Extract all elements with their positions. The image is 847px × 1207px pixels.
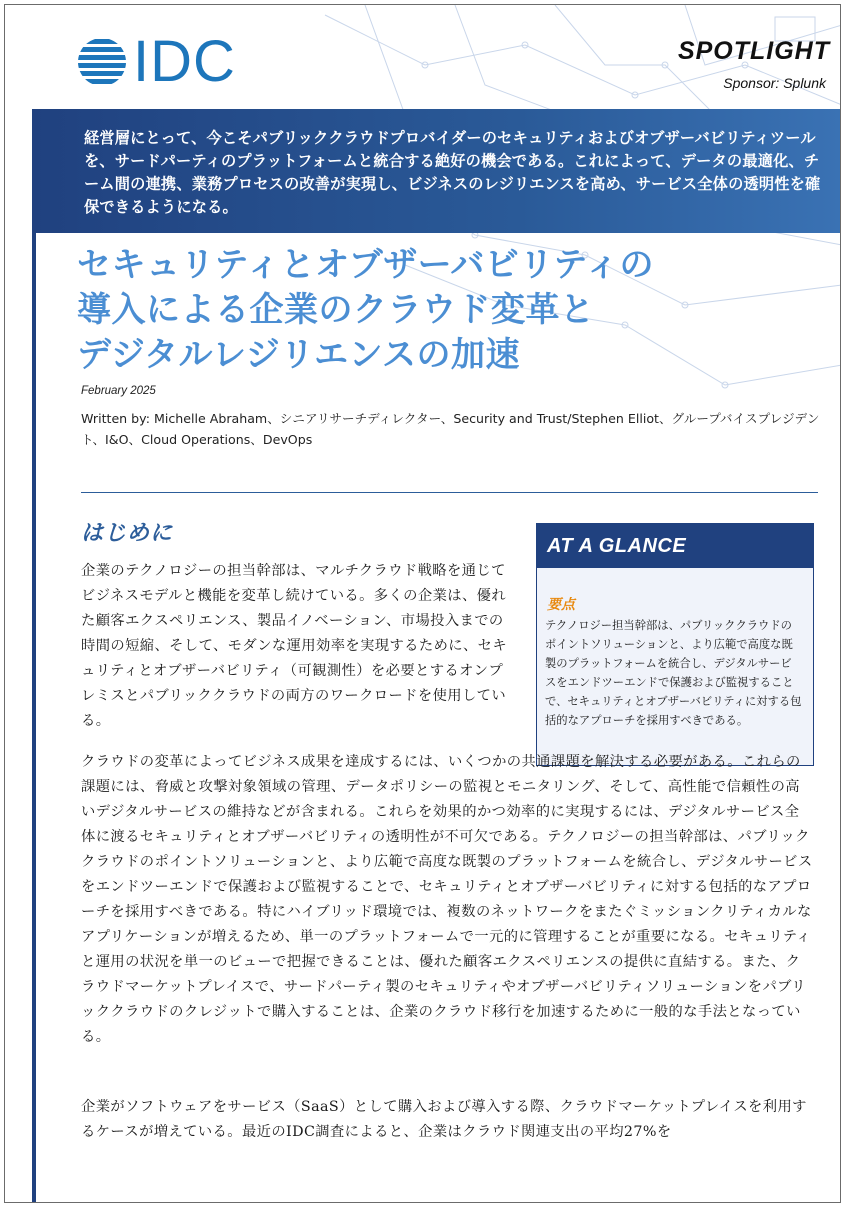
at-a-glance-box [536,523,814,766]
title-line-3: デジタルレジリエンスの加速 [77,335,521,375]
spotlight-badge: SPOTLIGHT [677,37,830,65]
summary-banner [32,109,841,233]
document-page [4,4,841,1203]
intro-paragraph-2: クラウドの変革によってビジネス成果を達成するには、いくつかの共通課題を解決する必要がある。これらの課題には、脅威と攻撃対象領域の管理、データポリシーの監視とモニタリング、そして、高性能で信頼性の高いデジタルサービスの維持などが含まれる。これらを効果的かつ効率的に実現するには、デジタルサービス全体に渡るセキュリティとオブザーバビリティの透明性が不可欠である。テクノロジーの担当幹部は、パブリッククラウドのポイントソリューションと、より広範で高度な既製のプラットフォームを統合し、デジタルサービスをエンドツーエンドで保護および監視することで、セキュリティとオブザーバビリティに対する包括的なアプローチを採用すべきである。特にハイブリッド環境では、複数のネットワークをまたぐミッションクリティカルなアプリケーションが増えるため、単一のプラットフォームで一元的に管理することが重要になる。セキュリティと運用の状況を単一のビューで把握できることは、優れた顧客エクスペリエンスの提供に直結する。また、クラウドマーケットプレイスで、サードパーティ製のセキュリティやオブザーバビリティソリューションをパブリッククラウドのクレジットで購入することは、企業のクラウド移行を加速するために一般的な手法となっている。 [81,754,813,1045]
idc-globe-icon [77,37,127,87]
section-divider [81,492,818,493]
left-accent-bar [32,233,36,1203]
document-title [77,243,777,378]
title-line-1: セキュリティとオブザーバビリティの [77,245,654,285]
sponsor-label: Sponsor: Splunk [723,75,826,91]
publication-date: February 2025 [81,385,156,397]
idc-logo [77,29,236,94]
at-a-glance-heading: AT A GLANCE [537,524,813,568]
intro-paragraph-3: 企業がソフトウェアをサービス（SaaS）として購入および導入する際、クラウドマーケットプレイスを利用するケースが増えている。最近のIDC調査によると、企業はクラウド関連支出の平均27%を [81,1099,807,1140]
authors-line: Written by: Michelle Abraham、シニアリサーチディレクター、Security and Trust/Stephen Elliot、グループバイスプレジデント、I&O、Cloud Operations、DevOps [81,411,820,447]
idc-logo-text: IDC [133,29,236,94]
intro-heading: はじめに [81,521,174,546]
intro-paragraph-1: 企業のテクノロジーの担当幹部は、マルチクラウド戦略を通じてビジネスモデルと機能を変革し続けている。多くの企業は、優れた顧客エクスペリエンス、製品イノベーション、市場投入までの時間の短縮、そして、モダンな運用効率を実現するために、セキュリティとオブザーバビリティ（可観測性）を必要とするオンプレミスとパブリッククラウドの両方のワークロードを使用している。 [81,563,508,729]
key-points-text: テクノロジー担当幹部は、パブリッククラウドのポイントソリューションと、より広範で高度な既製のプラットフォームを統合し、デジタルサービスをエンドツーエンドで保護および監視することで、セキュリティとオブザーバビリティに対する包括的なアプローチを採用すべきである。 [545,619,802,727]
title-line-2: 導入による企業のクラウド変革と [77,290,595,330]
summary-banner-text: 経営層にとって、今こそパブリッククラウドプロバイダーのセキュリティおよびオブザーバビリティツールを、サードパーティのプラットフォームと統合する絶好の機会である。これによって、データの最適化、チーム間の連携、業務プロセスの改善が実現し、ビジネスのレジリエンスを高め、サービス全体の透明性を確保できるようになる。 [84,129,821,216]
key-points-heading: 要点 [547,597,575,613]
